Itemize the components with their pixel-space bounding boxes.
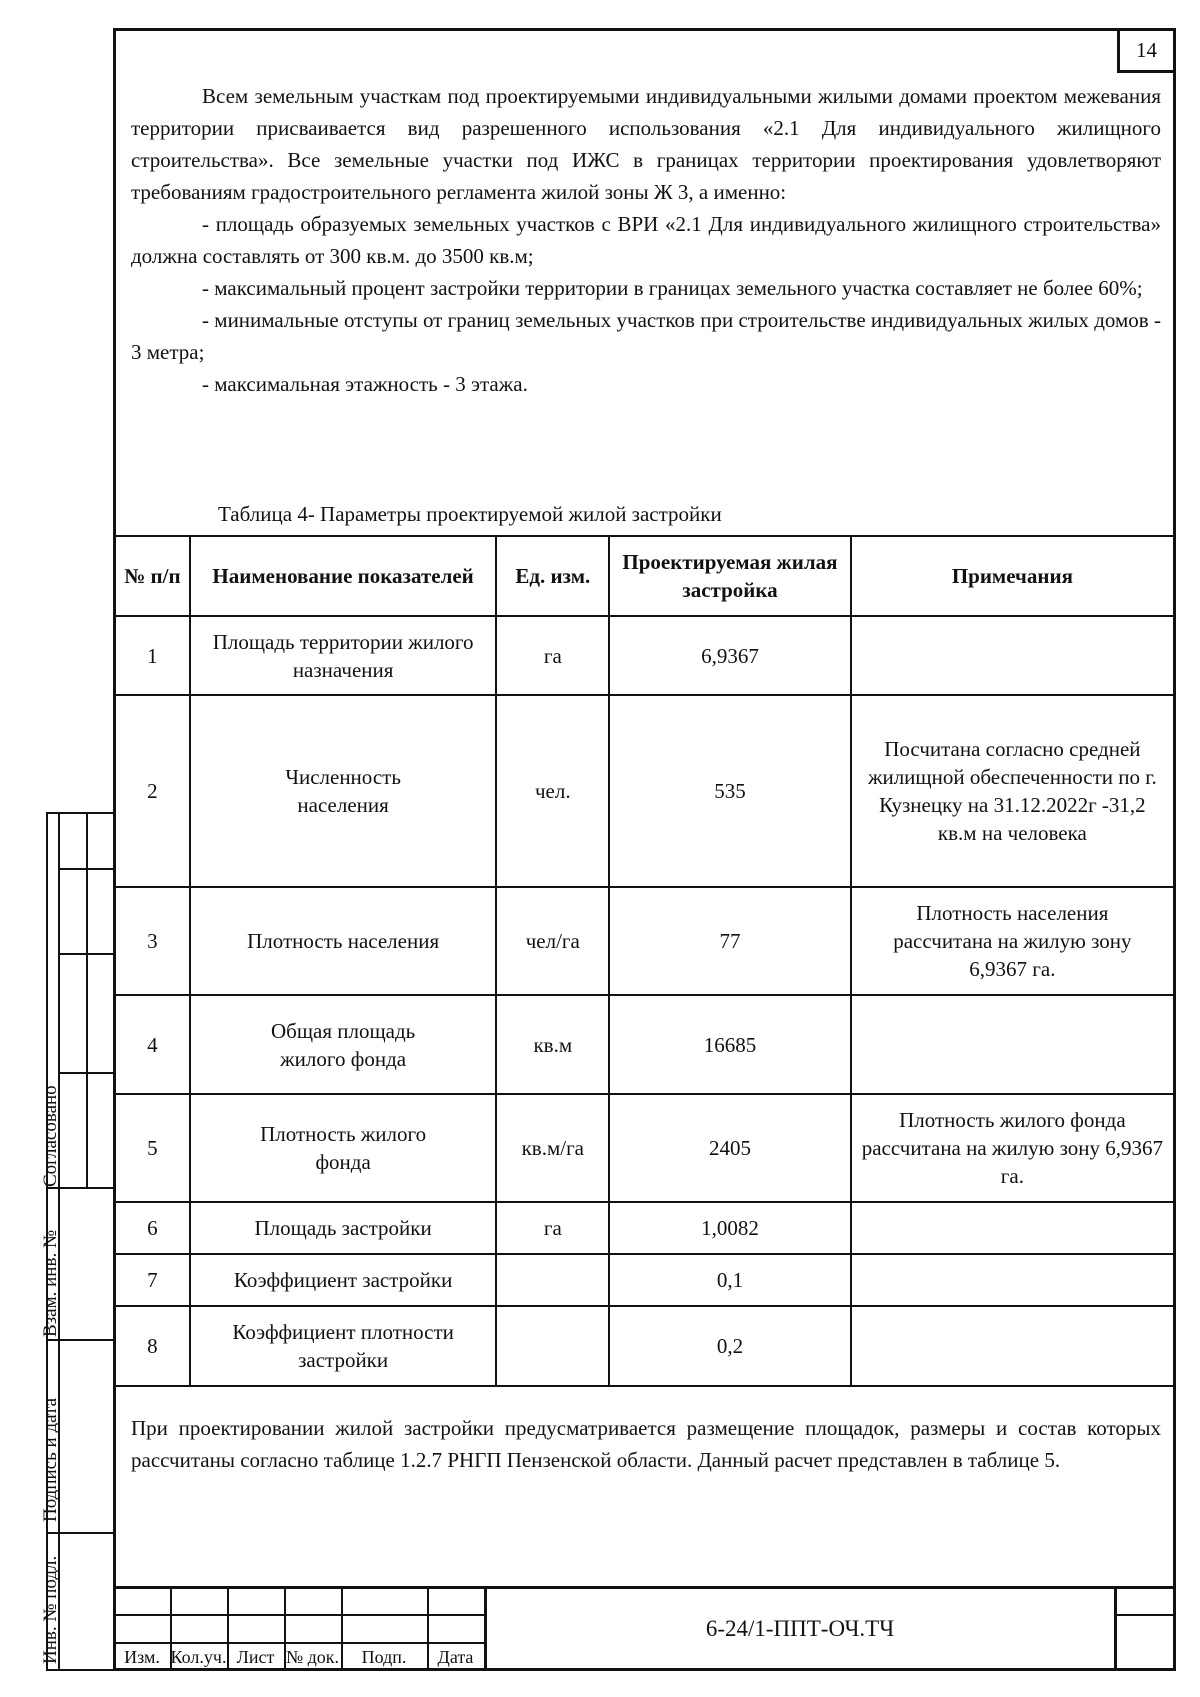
row-num: 5 bbox=[115, 1094, 190, 1202]
side-divider bbox=[46, 1532, 113, 1534]
table-row bbox=[115, 1094, 1174, 1202]
side-label-replace-inv: Взам. инв. № bbox=[40, 1229, 61, 1337]
row-name: Площадь застройки bbox=[190, 1202, 497, 1254]
row-value: 16685 bbox=[609, 995, 851, 1094]
row-value: 0,1 bbox=[609, 1254, 851, 1306]
row-name: Коэффициент застройки bbox=[190, 1254, 497, 1306]
row-note bbox=[851, 995, 1174, 1094]
row-unit: га bbox=[496, 616, 609, 695]
side-divider bbox=[46, 1187, 113, 1189]
row-name: Площадь территории жилого назначения bbox=[190, 616, 497, 695]
body-text bbox=[131, 80, 1161, 400]
row-unit: кв.м bbox=[496, 995, 609, 1094]
row-value: 0,2 bbox=[609, 1306, 851, 1386]
bullet-item: - минимальные отступы от границ земельных участков при строительстве индивидуальных жилых домов - 3 метра; bbox=[131, 308, 1161, 364]
row-name: Численность населения bbox=[190, 695, 497, 887]
table-row bbox=[115, 616, 1174, 695]
header-name: Наименование показателей bbox=[190, 536, 497, 616]
side-label-inv-original: Инв. № подл. bbox=[40, 1555, 61, 1664]
row-unit: кв.м/га bbox=[496, 1094, 609, 1202]
tb-label-date: Дата bbox=[437, 1647, 474, 1667]
table-row bbox=[115, 887, 1174, 995]
table-caption: Таблица 4- Параметры проектируемой жилой застройки bbox=[218, 502, 722, 526]
side-divider bbox=[58, 953, 113, 955]
table-row bbox=[115, 1202, 1174, 1254]
tb-label-sign: Подп. bbox=[361, 1647, 407, 1667]
row-num: 3 bbox=[115, 887, 190, 995]
tb-label-doc: № док. bbox=[285, 1647, 340, 1667]
row-value: 535 bbox=[609, 695, 851, 887]
tb-label-sheet: Лист bbox=[236, 1647, 275, 1667]
row-unit bbox=[496, 1306, 609, 1386]
row-num: 8 bbox=[115, 1306, 190, 1386]
row-name: Коэффициент плотности застройки bbox=[190, 1306, 497, 1386]
header-unit: Ед. изм. bbox=[496, 536, 609, 616]
closing-text bbox=[131, 1412, 1161, 1476]
closing-paragraph: При проектировании жилой застройки предусматривается размещение площадок, размеры и состав которых рассчитаны согласно таблице 1.2.7 РНГП Пензенской области. Данный расчет представлен в таблице 5. bbox=[131, 1416, 1161, 1472]
tb-label-count: Кол.уч. bbox=[170, 1647, 227, 1667]
row-name: Плотность населения bbox=[190, 887, 497, 995]
table-header-row bbox=[115, 536, 1174, 616]
title-block-row-line bbox=[1114, 1614, 1175, 1616]
side-divider bbox=[46, 1339, 113, 1341]
bullet-item: - максимальная этажность - 3 этажа. bbox=[202, 372, 528, 396]
row-unit: га bbox=[496, 1202, 609, 1254]
side-label-agreed: Согласовано bbox=[40, 1085, 61, 1187]
page-number: 14 bbox=[1117, 31, 1173, 73]
row-unit: чел/га bbox=[496, 887, 609, 995]
row-num: 4 bbox=[115, 995, 190, 1094]
tb-label-change: Изм. bbox=[124, 1647, 160, 1667]
row-value: 2405 bbox=[609, 1094, 851, 1202]
row-note bbox=[851, 1254, 1174, 1306]
document-number: 6-24/1-ППТ-ОЧ.ТЧ bbox=[705, 1615, 895, 1641]
row-name: Общая площадь жилого фонда bbox=[190, 995, 497, 1094]
parameters-table bbox=[114, 535, 1175, 1387]
row-value: 77 bbox=[609, 887, 851, 995]
bullet-item: - площадь образуемых земельных участков с ВРИ «2.1 Для индивидуального жилищного строительства» должна составлять от 300 кв.м. до 3500 кв.м; bbox=[131, 212, 1161, 268]
row-unit: чел. bbox=[496, 695, 609, 887]
side-label-sign-date: Подпись и дата bbox=[40, 1397, 61, 1522]
bullet-item: - максимальный процент застройки территории в границах земельного участка составляет не более 60%; bbox=[202, 276, 1143, 300]
row-note bbox=[851, 1202, 1174, 1254]
title-block bbox=[114, 1586, 1175, 1671]
row-note: Посчитана согласно средней жилищной обеспеченности по г. Кузнецку на 31.12.2022г -31,2 кв.м на человека bbox=[851, 695, 1174, 887]
table-row bbox=[115, 1254, 1174, 1306]
row-unit bbox=[496, 1254, 609, 1306]
side-stamp-strip bbox=[40, 812, 113, 1671]
title-block-col-line bbox=[1114, 1586, 1117, 1671]
header-num: № п/п bbox=[115, 536, 190, 616]
row-num: 6 bbox=[115, 1202, 190, 1254]
row-num: 7 bbox=[115, 1254, 190, 1306]
row-value: 1,0082 bbox=[609, 1202, 851, 1254]
table-row bbox=[115, 995, 1174, 1094]
row-num: 1 bbox=[115, 616, 190, 695]
header-value: Проектируемая жилая застройка bbox=[609, 536, 851, 616]
row-name: Плотность жилого фонда bbox=[190, 1094, 497, 1202]
row-num: 2 bbox=[115, 695, 190, 887]
row-note bbox=[851, 616, 1174, 695]
row-note: Плотность жилого фонда рассчитана на жилую зону 6,9367 га. bbox=[851, 1094, 1174, 1202]
side-divider bbox=[58, 1072, 113, 1074]
row-note bbox=[851, 1306, 1174, 1386]
table-row bbox=[115, 695, 1174, 887]
header-note: Примечания bbox=[851, 536, 1174, 616]
row-value: 6,9367 bbox=[609, 616, 851, 695]
row-note: Плотность населения рассчитана на жилую зону 6,9367 га. bbox=[851, 887, 1174, 995]
side-divider bbox=[58, 868, 113, 870]
intro-paragraph: Всем земельным участкам под проектируемыми индивидуальными жилыми домами проектом межевания территории присваивается вид разрешенного использования «2.1 Для индивидуального жилищного строительства». Все земельные участки под ИЖС в границах территории проектирования удовлетворяют требованиям градостроительного регламента жилой зоны Ж 3, а именно: bbox=[131, 84, 1161, 204]
table-row bbox=[115, 1306, 1174, 1386]
